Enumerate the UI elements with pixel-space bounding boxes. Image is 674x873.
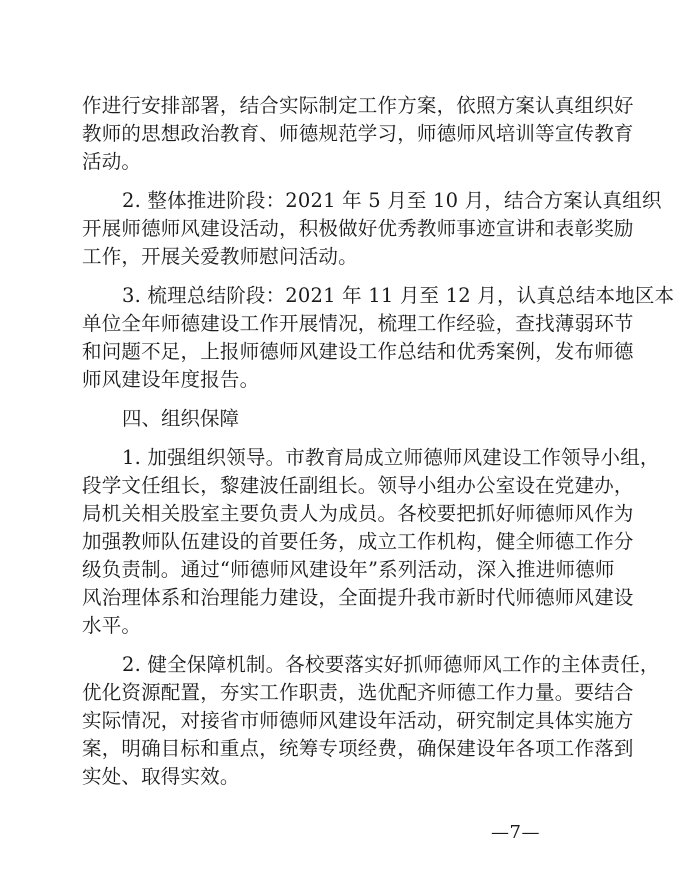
- text-line: 单位全年师德建设工作开展情况，梳理工作经验，查找薄弱环节: [82, 312, 634, 335]
- text-line: 开展师德师风建设活动，积极做好优秀教师事迹宣讲和表彰奖励: [82, 217, 634, 240]
- text-line: 作进行安排部署，结合实际制定工作方案，依照方案认真组织好: [82, 94, 634, 117]
- text-line: 1. 加强组织领导。市教育局成立师德师风建设工作领导小组，: [122, 446, 660, 469]
- document-body: [82, 92, 674, 791]
- text-line: 局机关相关股室主要负责人为成员。各校要把抓好师德师风作为: [82, 502, 634, 525]
- section-heading: 四、组织保障: [122, 407, 240, 430]
- text-line: 风治理体系和治理能力建设，全面提升我市新时代师德师风建设: [82, 586, 634, 609]
- text-line: 师风建设年度报告。: [82, 368, 260, 391]
- text-line: 3. 梳理总结阶段：2021 年 11 月至 12 月，认真总结本地区本: [122, 284, 674, 307]
- text-line: 加强教师队伍建设的首要任务，成立工作机构，健全师德工作分: [82, 530, 634, 553]
- paragraph-stage-2: [82, 187, 662, 271]
- text-line: 级负责制。通过“师德师风建设年”系列活动，深入推进师德师: [82, 558, 615, 581]
- text-line: 和问题不足，上报师德师风建设工作总结和优秀案例，发布师德: [82, 340, 634, 363]
- text-line: 段学文任组长，黎建波任副组长。领导小组办公室设在党建办，: [82, 474, 634, 497]
- paragraph-guarantee-mechanism: [82, 651, 660, 791]
- text-line: 2. 整体推进阶段：2021 年 5 月至 10 月，结合方案认真组织: [122, 189, 662, 212]
- text-line: 工作，开展关爱教师慰问活动。: [82, 245, 358, 268]
- paragraph-work-plan-continued: [82, 92, 634, 176]
- text-line: 2. 健全保障机制。各校要落实好抓师德师风工作的主体责任，: [122, 653, 660, 676]
- text-line: 实际情况，对接省市师德师风建设年活动，研究制定具体实施方: [82, 709, 634, 732]
- text-line: 教师的思想政治教育、师德规范学习，师德师风培训等宣传教育: [82, 122, 634, 145]
- text-line: 活动。: [82, 150, 142, 173]
- text-line: 优化资源配置，夯实工作职责，选优配齐师德工作力量。要结合: [82, 681, 634, 704]
- paragraph-organization-leadership: [82, 444, 660, 640]
- text-line: 水平。: [82, 614, 142, 637]
- text-line: 实处、取得实效。: [82, 765, 240, 788]
- text-line: 案，明确目标和重点，统筹专项经费，确保建设年各项工作落到: [82, 737, 634, 760]
- page-number: —7—: [491, 822, 540, 843]
- paragraph-stage-3: [82, 282, 674, 394]
